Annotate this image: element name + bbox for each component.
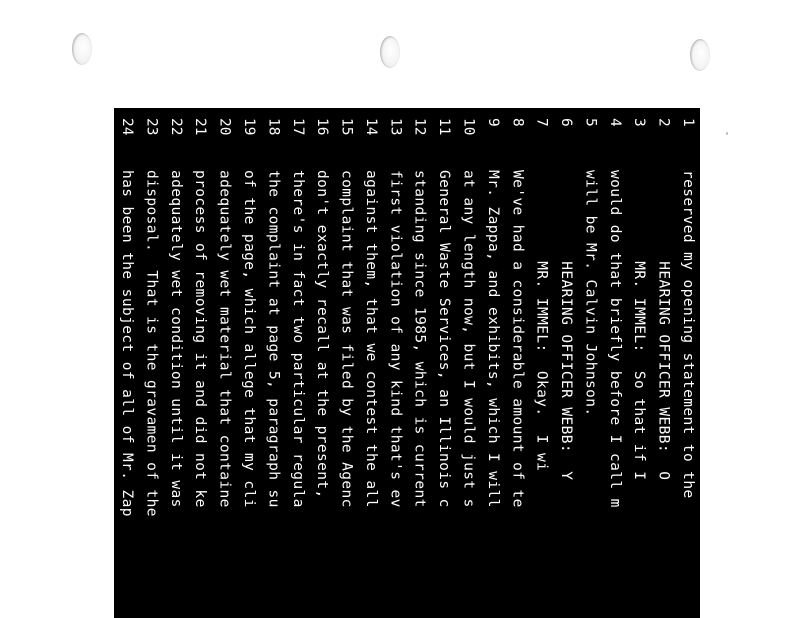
line-number: 5 [582,118,599,127]
line-number: 23 [143,118,160,136]
line-number: 10 [460,118,477,136]
line-number: 6 [558,118,575,127]
transcript-line [212,108,236,618]
line-text: process of removing it and did not ke [192,170,209,508]
line-text: General Waste Services, an Illinois c [436,170,453,508]
transcript-line [139,108,163,618]
line-text: against them, that we contest the all [362,170,379,508]
line-text: will be Mr. Calvin Johnson. [582,170,599,417]
line-number: 18 [265,118,282,136]
line-text: adequately wet material that containe [216,170,233,508]
line-text: MR. IMMEL: So that if I [631,170,648,481]
line-number: 19 [240,118,257,136]
line-number: 8 [509,118,526,127]
line-number: 17 [289,118,306,136]
transcript-lines [114,108,700,618]
transcript-line [334,108,358,618]
line-text: has been the subject of all of Mr. Zap [119,170,136,517]
transcript-line [602,108,626,618]
line-text: would do that briefly before I call m [606,170,623,508]
line-text: there's in fact two particular regula [289,170,306,508]
transcript-line [627,108,651,618]
line-number: 21 [192,118,209,136]
line-text: the complaint at page 5, paragraph su [265,170,282,508]
punch-hole-middle [380,36,400,68]
line-number: 3 [631,118,648,127]
transcript-line [456,108,480,618]
line-number: 2 [655,118,672,127]
line-text: disposal. That is the gravamen of the [143,170,160,517]
transcript-line [554,108,578,618]
transcript-line [261,108,285,618]
transcript-page [114,108,700,618]
line-text: reserved my opening statement to the [680,170,696,499]
line-text: HEARING OFFICER WEBB: O [655,170,672,481]
punch-hole-left [72,33,92,65]
line-number: 20 [216,118,233,136]
line-number: 22 [167,118,184,136]
transcript-line [578,108,602,618]
line-number: 4 [606,118,623,127]
transcript-line [188,108,212,618]
transcript-line [676,108,700,618]
line-number: 7 [533,118,550,127]
line-text: Mr. Zappa, and exhibits, which I will [484,170,501,508]
transcript-line [407,108,431,618]
line-text: standing since 1985, which is current [411,170,428,508]
scan-speck [726,132,728,135]
line-text: don't exactly recall at the present, [314,170,331,508]
transcript-line [505,108,529,618]
transcript-line [529,108,553,618]
line-text: complaint that was filed by the Agenc [338,170,355,508]
line-number: 9 [484,118,501,127]
transcript-line [310,108,334,618]
line-text: MR. IMMEL: Okay. I wi [533,170,550,472]
line-number: 11 [436,118,453,136]
transcript-line [359,108,383,618]
line-text: adequately wet condition until it was [167,170,184,508]
line-number: 24 [119,118,136,136]
line-number: 14 [362,118,379,136]
line-text: HEARING OFFICER WEBB: Y [558,170,575,481]
transcript-line [285,108,309,618]
transcript-line [383,108,407,618]
transcript-line [163,108,187,618]
line-text: first violation of any kind that's ev [387,170,404,508]
line-text: We've had a considerable amount of te [509,170,526,508]
line-number: 16 [314,118,331,136]
line-number: 1 [680,118,696,127]
transcript-line [432,108,456,618]
punch-hole-right [690,39,710,71]
line-number: 15 [338,118,355,136]
transcript-line [480,108,504,618]
line-number: 13 [387,118,404,136]
transcript-line [651,108,675,618]
line-number: 12 [411,118,428,136]
line-text: at any length now, but I would just s [460,170,477,508]
line-text: of the page, which allege that my cli [240,170,257,508]
transcript-line [237,108,261,618]
transcript-line [115,108,139,618]
